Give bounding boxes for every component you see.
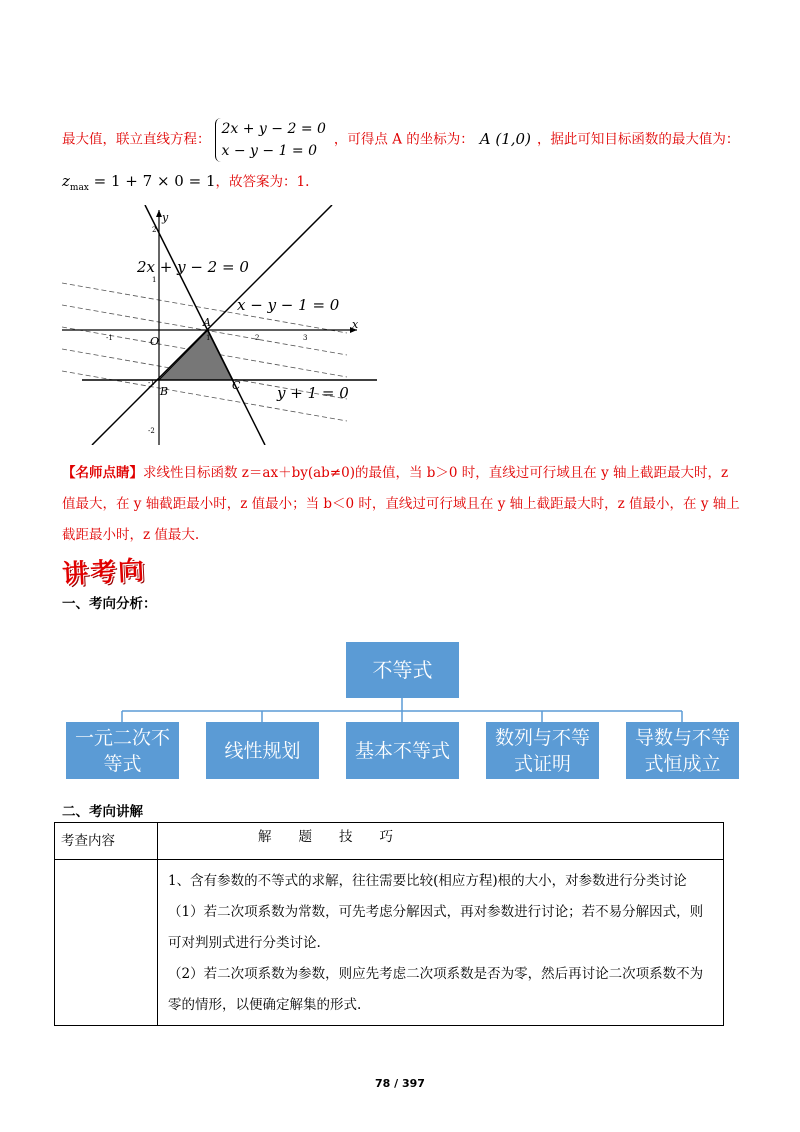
point-a-label: A [203, 316, 211, 329]
equation-1: 2x + y − 2 = 0 [221, 121, 326, 137]
table-cell-technique [158, 860, 724, 1026]
table-header-row [55, 823, 724, 860]
section-1-title: 一、考向分析： [62, 596, 157, 612]
topic-diagram [0, 640, 800, 785]
table-header-technique: 解 题 技 巧 [158, 823, 724, 860]
svg-text:1: 1 [152, 276, 157, 284]
svg-text:3: 3 [303, 334, 308, 342]
diagram-child-3: 基本不等式 [346, 722, 459, 779]
technique-table [54, 822, 724, 1026]
svg-text:1: 1 [206, 334, 211, 342]
diagram-child-2: 线性规划 [206, 722, 319, 779]
page-number: 78 / 397 [375, 1077, 425, 1090]
para1-prefix: 最大值，联立直线方程： [62, 131, 211, 148]
table-header-content: 考查内容 [55, 823, 158, 860]
svg-text:2: 2 [255, 334, 260, 342]
line1-label: 2x + y − 2 = 0 [137, 258, 249, 276]
point-c-label: C [232, 379, 241, 392]
paragraph-1 [62, 118, 739, 162]
technique-line-2: （1）若二次项系数为常数，可先考虑分解因式，再对参数进行讨论；若不易分解因式，则可对判别式进行分类讨论. [168, 904, 704, 951]
diagram-child-4: 数列与不等式证明 [486, 722, 599, 779]
point-b-label: B [160, 385, 169, 398]
section-heading-art: 讲考向 [61, 555, 147, 591]
paragraph-2 [62, 170, 309, 193]
equation-system [215, 118, 330, 162]
table-cell-content [55, 860, 158, 1026]
line3-label: y + 1 = 0 [277, 384, 349, 402]
teacher-tip [62, 458, 742, 551]
origin-label: O [150, 335, 160, 348]
table-row [55, 860, 724, 1026]
svg-text:-1: -1 [106, 334, 113, 342]
diagram-root: 不等式 [346, 642, 459, 698]
line2-label: x − y − 1 = 0 [237, 296, 340, 314]
para2-suffix: ，故答案为：1. [215, 174, 310, 190]
para1-suffix: ，据此可知目标函数的最大值为： [536, 131, 740, 148]
equation-2: x − y − 1 = 0 [221, 143, 318, 159]
x-axis-label: x [352, 318, 359, 331]
technique-line-3: （2）若二次项系数为参数，则应先考虑二次项系数是否为零，然后再讨论二次项系数不为零的情形，以便确定解集的形式. [168, 966, 704, 1013]
section-2-title: 二、考向讲解 [62, 804, 143, 820]
z-max-formula: $z_{max} = 1 + 7 \times 0 = 1$ [62, 172, 216, 193]
svg-text:-1: -1 [148, 379, 155, 387]
para1-mid: ，可得点 A 的坐标为： [333, 131, 474, 148]
tip-text: 求线性目标函数 z＝ax＋by(ab≠0)的最值，当 b＞0 时，直线过可行域且在 y 轴上截距最大时，z 值最大，在 y 轴截距最小时，z 值最小；当 b＜0 时，直线过可行域且在 y 轴上截距最大时，z 值最小，在 y 轴上截距最小时，z 值最大. [62, 465, 740, 543]
linear-programming-graph [62, 205, 382, 445]
svg-text:2: 2 [152, 226, 157, 234]
technique-line-1: 1、含有参数的不等式的求解，往往需要比较(相应方程)根的大小，对参数进行分类讨论 [168, 873, 687, 889]
line-x-minus-y [92, 205, 332, 445]
y-axis-label: y [162, 211, 169, 224]
point-a: A (1,0) [479, 129, 531, 148]
tip-tag: 【名师点睛】 [62, 465, 143, 481]
svg-text:-2: -2 [148, 427, 155, 435]
diagram-child-1: 一元二次不等式 [66, 722, 179, 779]
diagram-child-5: 导数与不等式恒成立 [626, 722, 739, 779]
